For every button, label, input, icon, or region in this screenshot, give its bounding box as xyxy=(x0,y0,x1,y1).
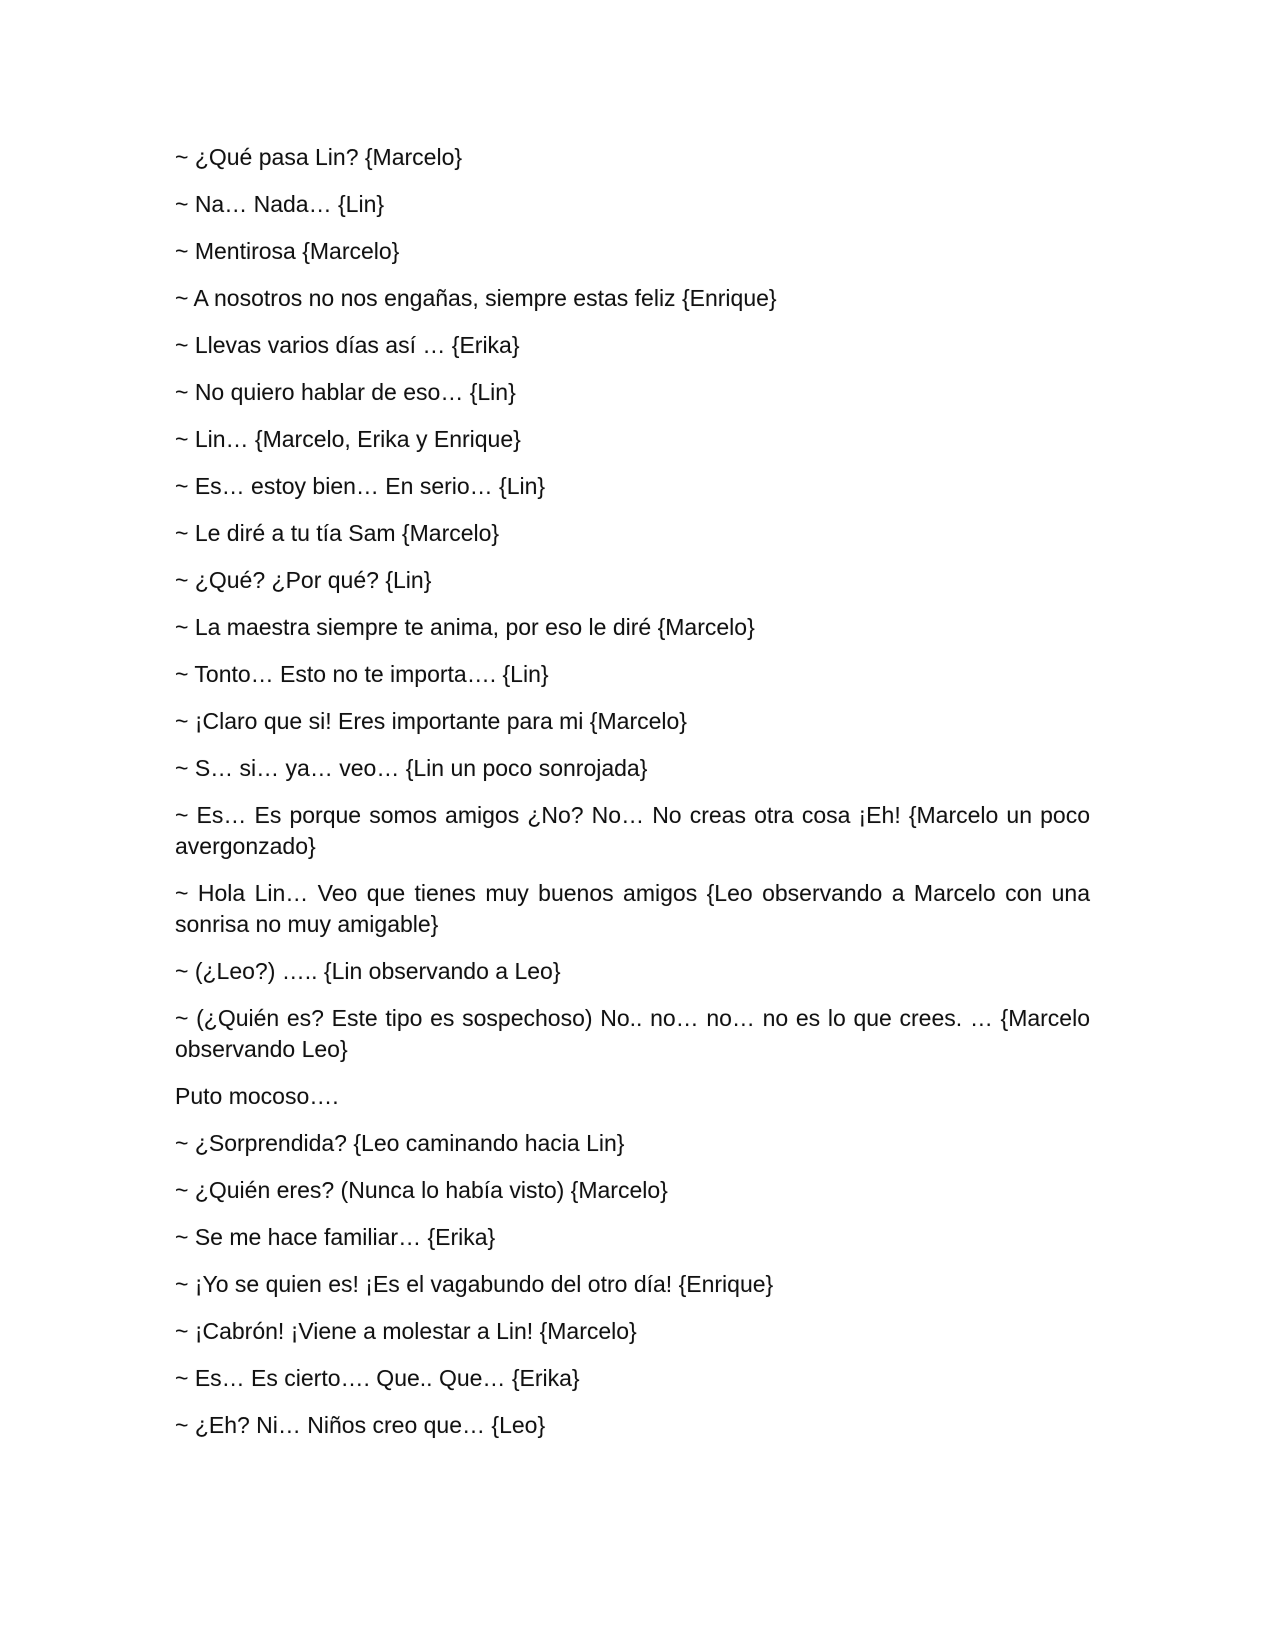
dialogue-line: ~ ¿Qué pasa Lin? {Marcelo} xyxy=(175,144,463,170)
dialogue-line: ~ Le diré a tu tía Sam {Marcelo} xyxy=(175,520,500,546)
dialogue-line: Puto mocoso…. xyxy=(175,1083,339,1109)
dialogue-line: ~ ¡Cabrón! ¡Viene a molestar a Lin! {Marcelo} xyxy=(175,1318,637,1344)
dialogue-line: ~ ¡Yo se quien es! ¡Es el vagabundo del otro día! {Enrique} xyxy=(175,1271,774,1297)
dialogue-line: ~ A nosotros no nos engañas, siempre estas feliz {Enrique} xyxy=(175,285,777,311)
dialogue-line: ~ Es… estoy bien… En serio… {Lin} xyxy=(175,473,546,499)
dialogue-line: ~ ¡Claro que si! Eres importante para mi {Marcelo} xyxy=(175,708,687,734)
dialogue-text xyxy=(175,142,1090,1457)
dialogue-line: ~ ¿Quién eres? (Nunca lo había visto) {Marcelo} xyxy=(175,1177,668,1203)
dialogue-line: ~ Es… Es porque somos amigos ¿No? No… No creas otra cosa ¡Eh! {Marcelo un poco avergonzado} xyxy=(175,802,1090,859)
dialogue-line: ~ Na… Nada… {Lin} xyxy=(175,191,385,217)
dialogue-line: ~ Lin… {Marcelo, Erika y Enrique} xyxy=(175,426,521,452)
dialogue-line: ~ (¿Leo?) ….. {Lin observando a Leo} xyxy=(175,958,561,984)
dialogue-line: ~ S… si… ya… veo… {Lin un poco sonrojada} xyxy=(175,755,648,781)
dialogue-line: ~ La maestra siempre te anima, por eso le diré {Marcelo} xyxy=(175,614,755,640)
dialogue-line: ~ Es… Es cierto…. Que.. Que… {Erika} xyxy=(175,1365,580,1391)
dialogue-line: ~ No quiero hablar de eso… {Lin} xyxy=(175,379,516,405)
dialogue-line: ~ Tonto… Esto no te importa…. {Lin} xyxy=(175,661,549,687)
dialogue-line: ~ Llevas varios días así … {Erika} xyxy=(175,332,520,358)
dialogue-line: ~ Se me hace familiar… {Erika} xyxy=(175,1224,496,1250)
dialogue-line: ~ ¿Eh? Ni… Niños creo que… {Leo} xyxy=(175,1412,546,1438)
dialogue-line: ~ (¿Quién es? Este tipo es sospechoso) No.. no… no… no es lo que crees. … {Marcelo observando Leo} xyxy=(175,1005,1090,1062)
dialogue-line: ~ Hola Lin… Veo que tienes muy buenos amigos {Leo observando a Marcelo con una sonrisa no muy amigable} xyxy=(175,880,1090,937)
dialogue-line: ~ ¿Sorprendida? {Leo caminando hacia Lin} xyxy=(175,1130,625,1156)
dialogue-line: ~ Mentirosa {Marcelo} xyxy=(175,238,400,264)
dialogue-line: ~ ¿Qué? ¿Por qué? {Lin} xyxy=(175,567,432,593)
